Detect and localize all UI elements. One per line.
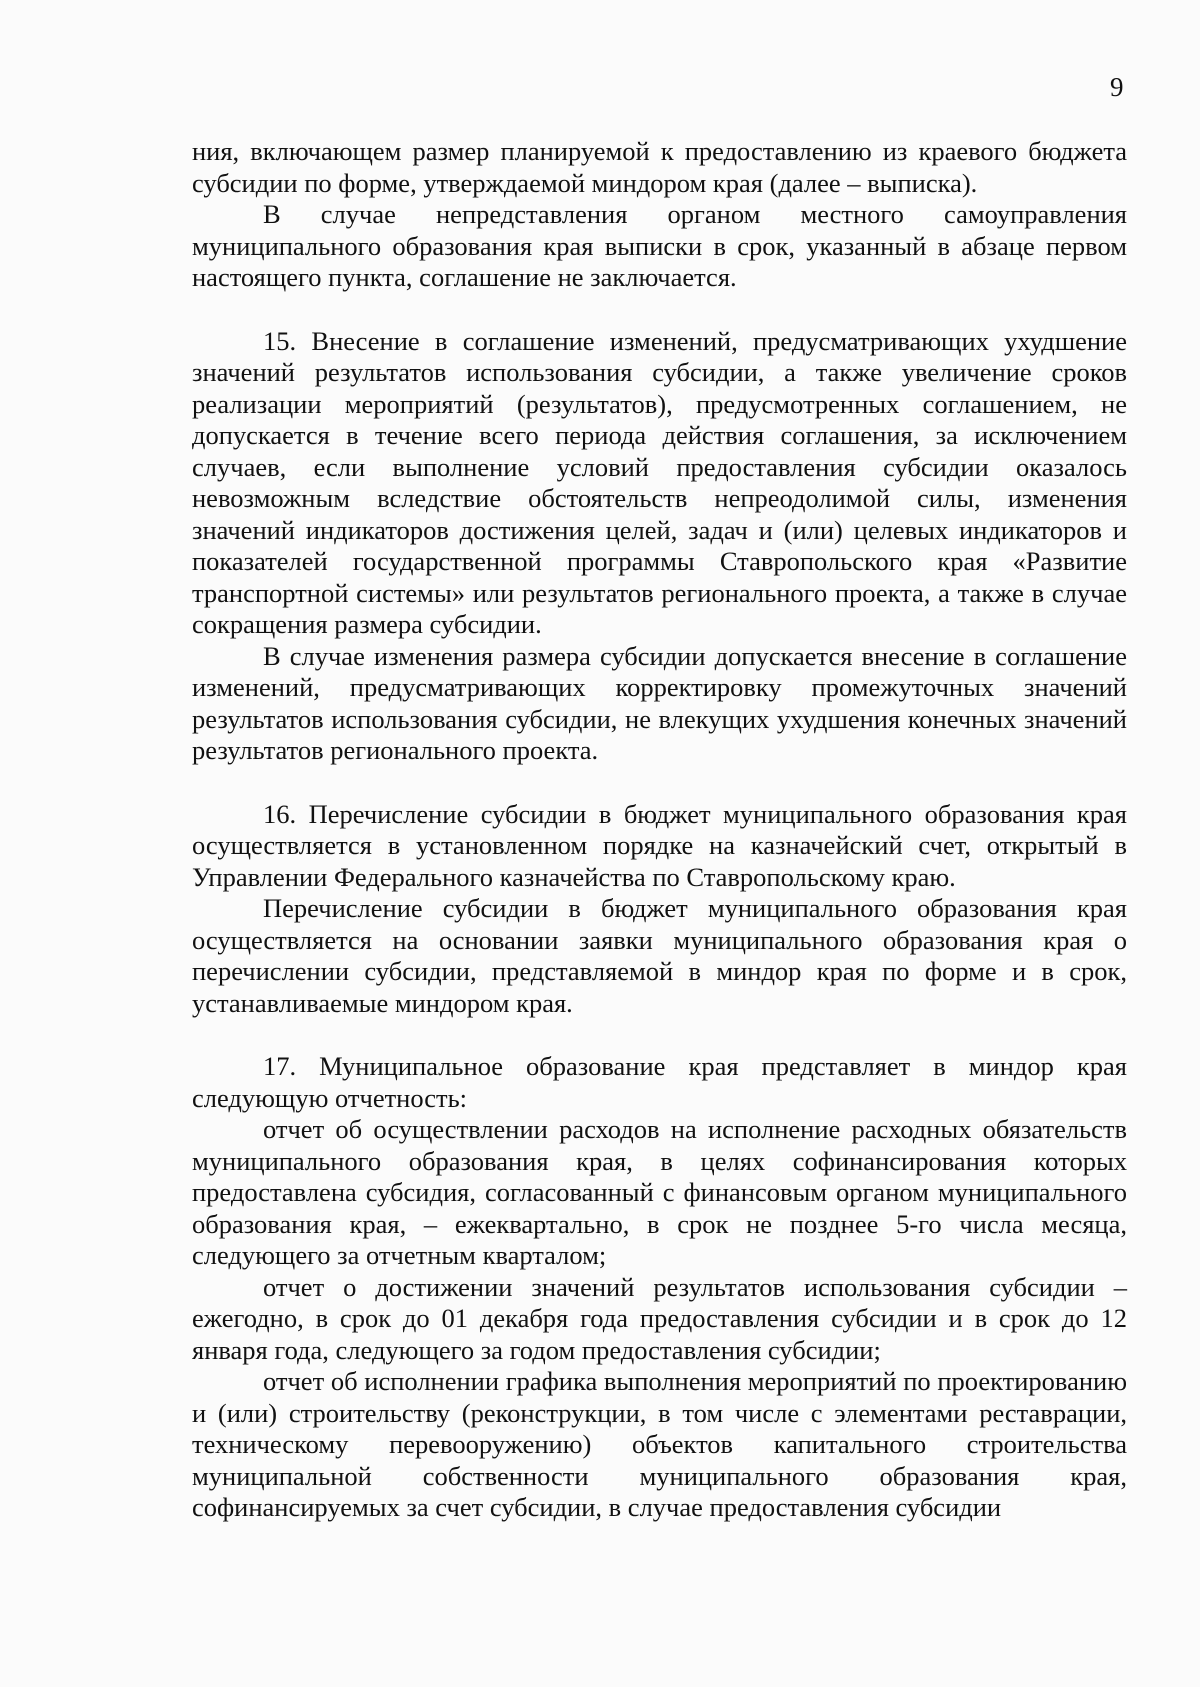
paragraph-no-extract: В случае непредставления органом местного самоуправления муниципального образования края выписки в срок, указанный в абзаце первом настоящего пункта, соглашение не заключается. — [192, 199, 1127, 292]
paragraph-report-expenses: отчет об осуществлении расходов на исполнение расходных обязательств муниципального образования края, в целях софинансирования которых предоставлена субсидия, согласованный с финансовым органом муниципального образования края, – ежеквартально, в срок не позднее 5-го числа месяца, следующего за отчетным кварталом; — [192, 1114, 1127, 1270]
page-number: 9 — [1110, 72, 1124, 102]
paragraph-continuation: ния, включающем размер планируемой к предоставлению из краевого бюджета субсидии по форме, утверждаемой миндором края (далее – выписка). — [192, 136, 1127, 198]
paragraph-item-16: 16. Перечисление субсидии в бюджет муниципального образования края осуществляется в установленном порядке на казначейский счет, открытый в Управлении Федерального казначейства по Ставропольскому краю. — [192, 798, 1127, 892]
paragraph-report-schedule: отчет об исполнении графика выполнения мероприятий по проектированию и (или) строительству (реконструкции, в том числе с элементами реставрации, техническому перевооружению) объектов капитального строительства муниципальной собственности муниципального образования края, софинансируемых за счет субсидии, в случае предоставления субсидии — [192, 1366, 1127, 1522]
document-body — [192, 136, 1127, 1524]
paragraph-report-results: отчет о достижении значений результатов использования субсидии – ежегодно, в срок до 01 декабря года предоставления субсидии и в срок до 12 января года, следующего за годом предоставления субсидии; — [192, 1271, 1127, 1365]
paragraph-subsidy-change: В случае изменения размера субсидии допускается внесение в соглашение изменений, предусматривающих корректировку промежуточных значений результатов использования субсидии, не влекущих ухудшения конечных значений результатов регионального проекта. — [192, 640, 1127, 765]
paragraph-item-15: 15. Внесение в соглашение изменений, предусматривающих ухудшение значений результатов использования субсидии, а также увеличение сроков реализации мероприятий (результатов), предусмотренных соглашением, не допускается в течение всего периода действия соглашения, за исключением случаев, если выполнение условий предоставления субсидии оказалось невозможным вследствие обстоятельств непреодолимой силы, изменения значений индикаторов достижения целей, задач и (или) целевых индикаторов и показателей государственной программы Ставропольского края «Развитие транспортной системы» или результатов регионального проекта, а также в случае сокращения размера субсидии. — [192, 325, 1127, 639]
paragraph-item-17: 17. Муниципальное образование края представляет в миндор края следующую отчетность: — [192, 1051, 1127, 1113]
paragraph-transfer-basis: Перечисление субсидии в бюджет муниципального образования края осуществляется на основании заявки муниципального образования края о перечислении субсидии, представляемой в миндор края по форме и в срок, устанавливаемые миндором края. — [192, 893, 1127, 1018]
